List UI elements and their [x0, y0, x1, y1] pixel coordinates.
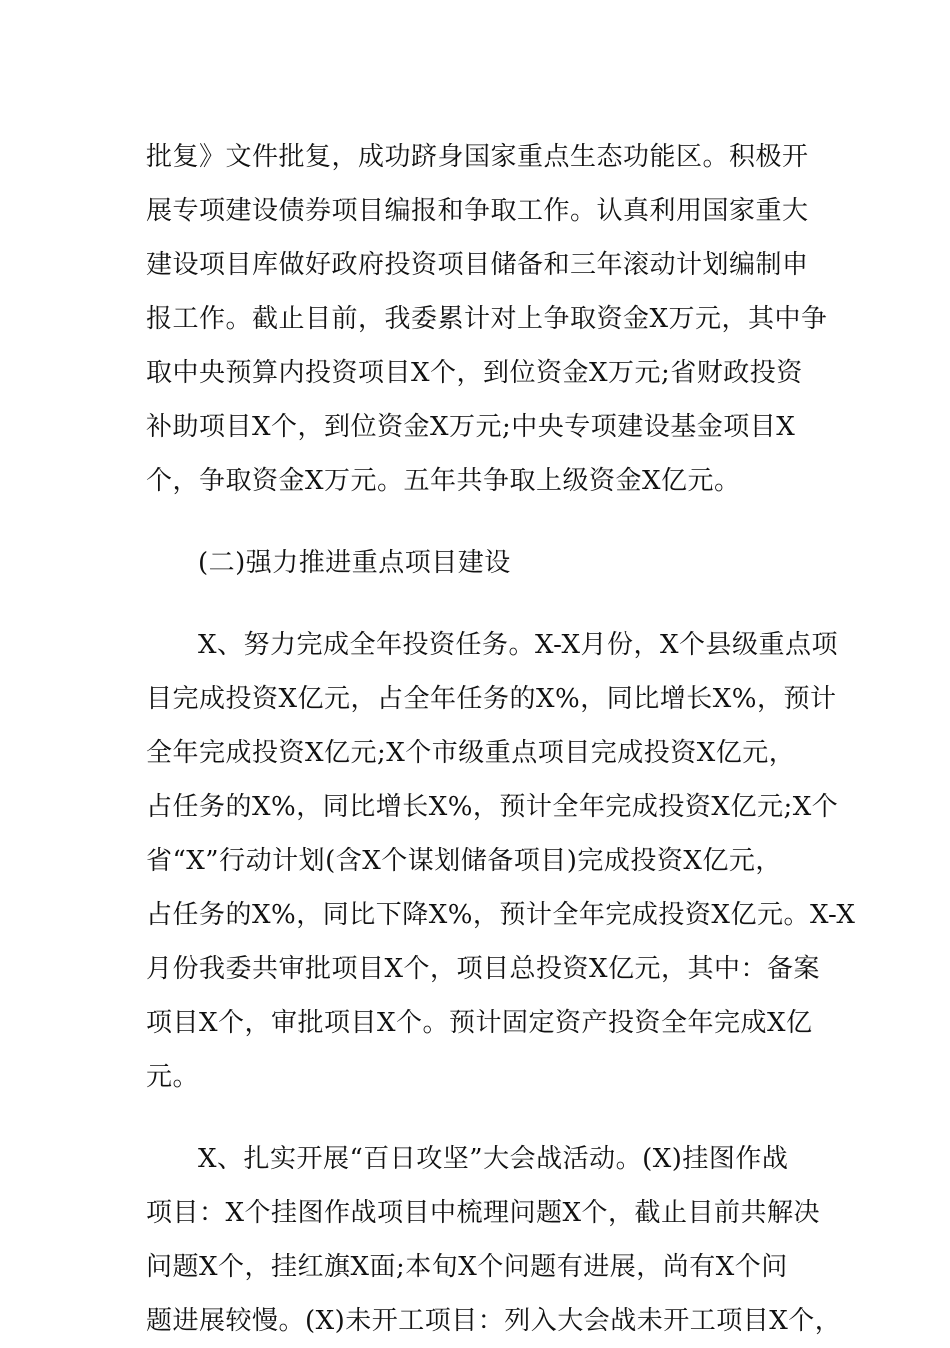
paragraph-campaign	[146, 1132, 842, 1348]
text-line: 全年完成投资X亿元;X个市级重点项目完成投资X亿元，	[146, 738, 796, 768]
text-line: 目完成投资X亿元，占全年任务的X%，同比增长X%，预计	[146, 684, 837, 714]
text-line: X、扎实开展“百日攻坚”大会战活动。(X)挂图作战	[198, 1144, 789, 1174]
text-line: 元。	[146, 1062, 200, 1092]
text-line: 建设项目库做好政府投资项目储备和三年滚动计划编制申	[146, 250, 809, 280]
text-line: 占任务的X%，同比下降X%，预计全年完成投资X亿元。X-X	[146, 900, 856, 930]
text-line: 取中央预算内投资项目X个，到位资金X万元;省财政投资	[146, 358, 803, 388]
text-line: 月份我委共审批项目X个，项目总投资X亿元，其中：备案	[146, 954, 821, 984]
paragraph-investment	[146, 618, 856, 1104]
document-page	[146, 130, 856, 1348]
text-line: 项目：X个挂图作战项目中梳理问题X个，截止目前共解决	[146, 1198, 821, 1228]
text-line: 问题X个，挂红旗X面;本旬X个问题有进展，尚有X个问	[146, 1252, 788, 1282]
text-line: 项目X个，审批项目X个。预计固定资产投资全年完成X亿	[146, 1008, 813, 1038]
text-line: 批复》文件批复，成功跻身国家重点生态功能区。积极开	[146, 142, 809, 172]
text-line: 题进展较慢。(X)未开工项目：列入大会战未开工项目X个，	[146, 1306, 842, 1336]
paragraph-funding	[146, 130, 828, 508]
text-line: 展专项建设债券项目编报和争取工作。认真利用国家重大	[146, 196, 809, 226]
text-line: 个，争取资金X万元。五年共争取上级资金X亿元。	[146, 466, 741, 496]
text-line: 省“X”行动计划(含X个谋划储备项目)完成投资X亿元，	[146, 846, 782, 876]
section-heading: (二)强力推进重点项目建设	[198, 548, 511, 578]
text-line: 占任务的X%，同比增长X%，预计全年完成投资X亿元;X个	[146, 792, 839, 822]
text-line: X、努力完成全年投资任务。X-X月份，X个县级重点项	[198, 630, 838, 660]
text-line: 报工作。截止目前，我委累计对上争取资金X万元，其中争	[146, 304, 828, 334]
text-line: 补助项目X个，到位资金X万元;中央专项建设基金项目X	[146, 412, 796, 442]
